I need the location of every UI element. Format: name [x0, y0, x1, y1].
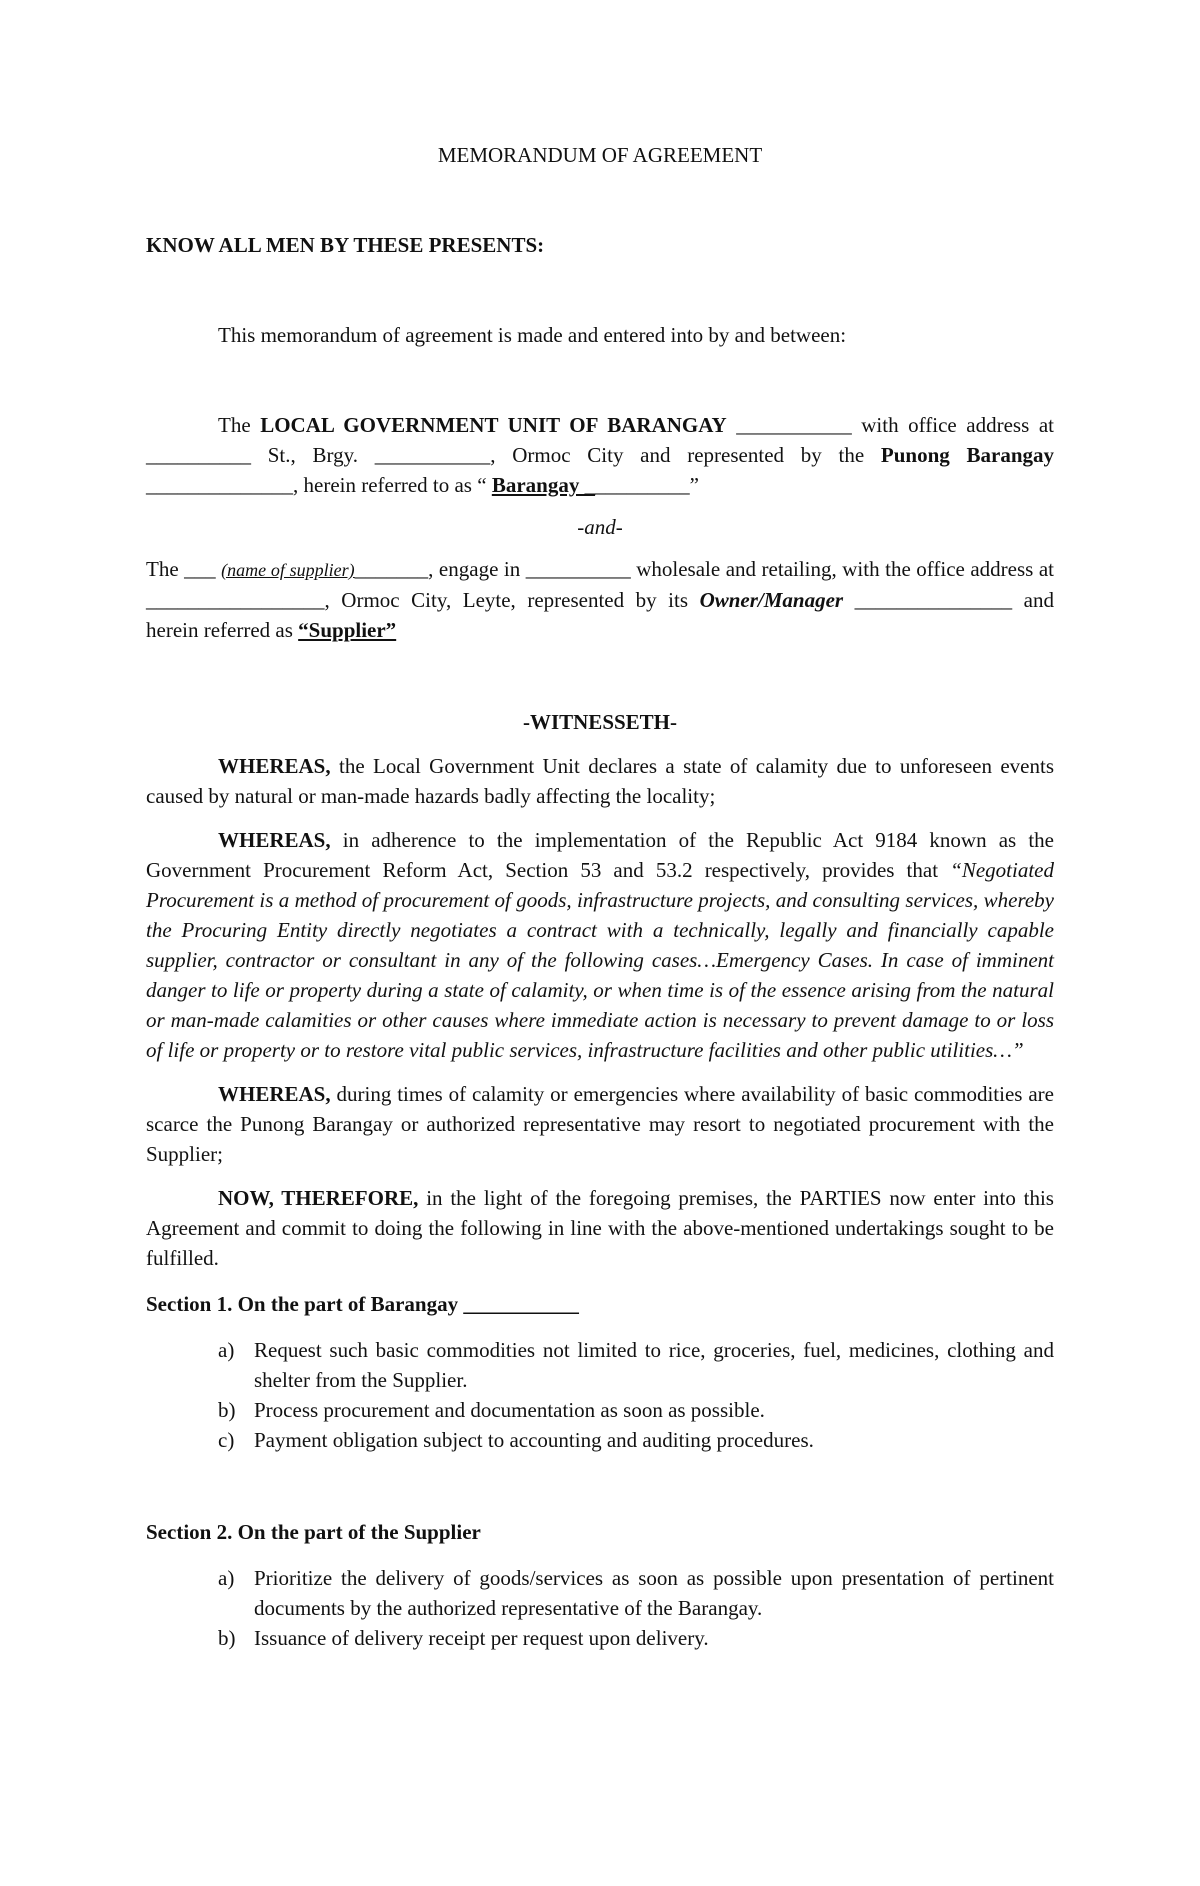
now-therefore-paragraph: NOW, THEREFORE, in the light of the foregoing premises, the PARTIES now enter into this Agreement and commit to doing the following in line with the above-mentioned undertakings sought to be fulfilled.: [146, 1186, 1054, 1270]
list-item: a) Prioritize the delivery of goods/services as soon as possible upon presentation of pertinent documents by the authorized representative of the Barangay.: [218, 1566, 1054, 1620]
lgu-name: LOCAL GOVERNMENT UNIT OF BARANGAY: [260, 413, 727, 437]
whereas-paragraph-3: WHEREAS, during times of calamity or emergencies where availability of basic commodities are scarce the Punong Barangay or authorized representative may resort to negotiated procurement with the Supplier;: [146, 1082, 1054, 1166]
document-page: [146, 140, 1054, 1653]
supplier-term: “Supplier”: [298, 618, 397, 642]
spacer: [146, 1455, 1054, 1517]
intro-paragraph: This memorandum of agreement is made and entered into by and between:: [218, 323, 847, 347]
section-1-list: [146, 1335, 1054, 1455]
party-barangay-paragraph: The LOCAL GOVERNMENT UNIT OF BARANGAY ___________ with office address at __________ St., Brgy. ___________, Ormoc City and represented by the Punong Barangay ______________, herein referred to as “ Barangay __________”: [146, 413, 1054, 497]
know-all-heading: KNOW ALL MEN BY THESE PRESENTS:: [146, 233, 545, 257]
party-supplier-paragraph: The ___ (name of supplier)_______, engage in __________ wholesale and retailing, with the office address at _________________, Ormoc City, Leyte, represented by its Owner/Manager _______________ and herein referred as “Supplier”: [146, 557, 1054, 642]
section-2-heading: Section 2. On the part of the Supplier: [146, 1520, 481, 1544]
document-title: MEMORANDUM OF AGREEMENT: [437, 143, 763, 167]
whereas-paragraph-1: WHEREAS, the Local Government Unit declares a state of calamity due to unforeseen events caused by natural or man-made hazards badly affecting the locality;: [146, 754, 1054, 808]
list-item: b) Process procurement and documentation as soon as possible.: [218, 1398, 765, 1422]
barangay-term: Barangay _: [491, 473, 596, 497]
list-item: a) Request such basic commodities not limited to rice, groceries, fuel, medicines, clothing and shelter from the Supplier.: [218, 1338, 1054, 1392]
owner-manager-label: Owner/Manager: [699, 588, 844, 612]
section-2-list: [146, 1563, 1054, 1653]
list-item: b) Issuance of delivery receipt per request upon delivery.: [218, 1626, 709, 1650]
witnesseth-heading: -WITNESSETH-: [522, 710, 678, 734]
supplier-name-placeholder: (name of supplier): [221, 560, 355, 580]
whereas-paragraph-2: WHEREAS, in adherence to the implementation of the Republic Act 9184 known as the Government Procurement Reform Act, Section 53 and 53.2 respectively, provides that “Negotiated Procurement is a method of procurement of goods, infrastructure projects, and consulting services, whereby the Procuring Entity directly negotiates a contract with a technically, legally and financially capable supplier, contractor or consultant in any of the following cases…Emergency Cases. In case of imminent danger to life or property during a state of calamity, or when time is of the essence arising from the natural or man-made calamities or other causes where immediate action is necessary to prevent damage to or loss of life or property or to restore vital public services, infrastructure facilities and other public utilities…”: [146, 828, 1054, 1062]
list-item: c) Payment obligation subject to accounting and auditing procedures.: [218, 1428, 814, 1452]
ra9184-quote: “Negotiated Procurement is a method of procurement of goods, infrastructure projects, and consulting services, whereby the Procuring Entity directly negotiates a contract with a technically, legally and financially capable supplier, contractor or consultant in any of the following cases…Emergency Cases. In case of imminent danger to life or property during a state of calamity, or when time is of the essence arising from the natural or man-made calamities or other causes where immediate action is necessary to prevent damage to or loss of life or property or to restore vital public services, infrastructure facilities and other public utilities…”: [146, 858, 1054, 1062]
and-separator: -and-: [577, 515, 623, 539]
section-1-heading: Section 1. On the part of Barangay ___________: [146, 1292, 579, 1316]
punong-barangay-label: Punong Barangay: [880, 443, 1054, 467]
